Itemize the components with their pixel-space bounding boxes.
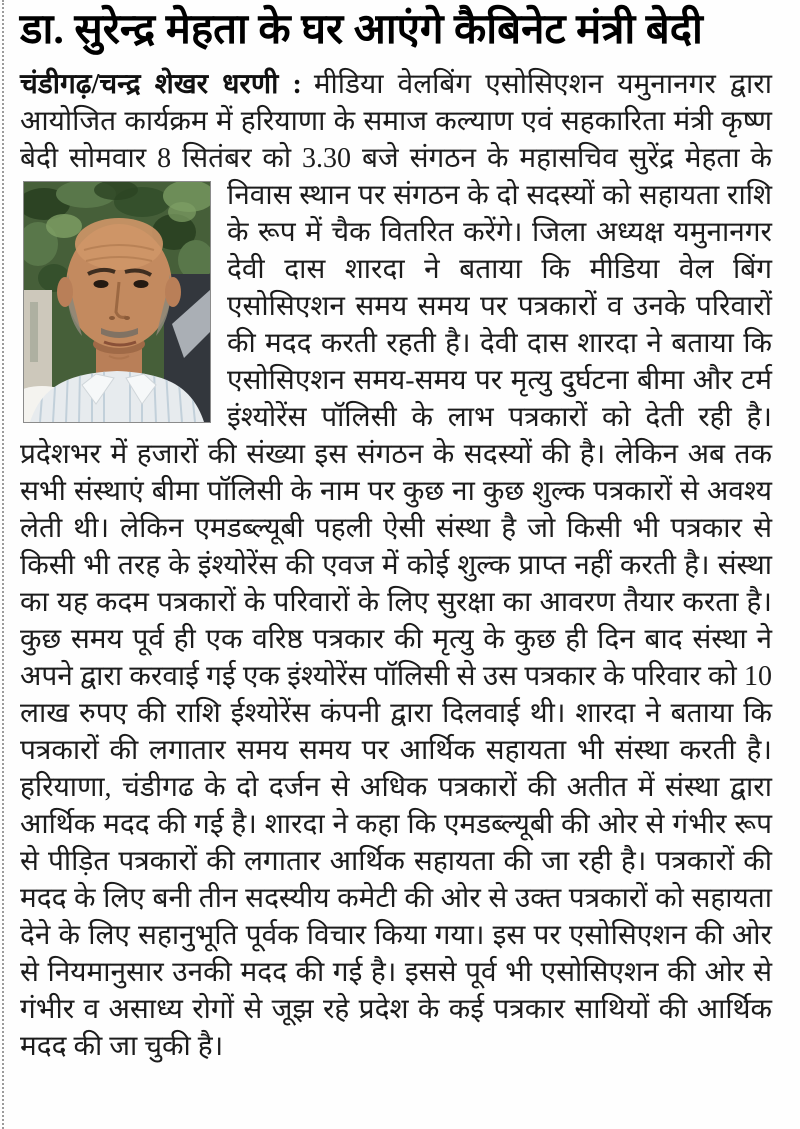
article-main-text: निवास स्थान पर संगठन के दो सदस्यों को सहायता राशि के रूप में चैक वितरित करेंगे। जिला अध्यक्ष यमुनानगर देवी दास शारदा ने बताया कि मीडिया वेल बिंग एसोसिएशन समय समय पर पत्रकारों व उनके परिवारों की मदद करती रहती है। देवी दास शारदा ने बताया कि एसोसिएशन समय-समय पर मृत्यु दुर्घटना बीमा और टर्म इंश्योरेंस पॉलिसी के लाभ पत्रकारों को देती रही है। प्रदेशभर में हजारों की संख्या इस संगठन के सदस्यों की है। लेकिन अब तक सभी संस्थाएं बीमा पॉलिसी के नाम पर कुछ ना कुछ शुल्क पत्रकारों से अवश्य लेती थी। लेकिन एमडब्ल्यूबी पहली ऐसी संस्था है जो किसी भी पत्रकार से किसी भी तरह के इंश्योरेंस की एवज में कोई शुल्क प्राप्त नहीं करती है। संस्था का यह कदम पत्रकारों के परिवारों के लिए सुरक्षा का आवरण तैयार करता है। कुछ समय पूर्व ही एक वरिष्ठ पत्रकार की मृत्यु के कुछ ही दिन बाद संस्था ने अपने द्वारा करवाई गई एक इंश्योरेंस पॉलिसी से उस पत्रकार के परिवार को 10 लाख रुपए की राशि ईश्योरेंस कंपनी द्वारा दिलवाई थी। शारदा ने बताया कि पत्रकारों की लगातार समय समय पर आर्थिक सहायता भी संस्था करती है। हरियाणा, चंडीगढ के दो दर्जन से अधिक पत्रकारों की अतीत में संस्था द्वारा आर्थिक मदद की गई है। शारदा ने कहा कि एमडब्ल्यूबी की ओर से गंभीर रूप से पीड़ित पत्रकारों की लगातार आर्थिक सहायता की जा रही है। पत्रकारों की मदद के लिए बनी तीन सदस्यीय कमेटी की ओर से उक्त पत्रकारों को सहायता देने के लिए सहानुभूति पूर्वक विचार किया गया। इस पर एसोसिएशन की ओर से नियमानुसार उनकी मदद की गई है। इससे पूर्व भी एसोसिएशन की ओर से गंभीर व असाध्य रोगों से जूझ रहे प्रदेश के कई पत्रकार साथियों की आर्थिक मदद की जा चुकी है। <box>20 179 772 1062</box>
article-intro-paragraph <box>20 66 772 177</box>
portrait-photo-graphic <box>24 182 210 422</box>
portrait-photo <box>23 181 211 423</box>
headline: डा. सुरेन्द्र मेहता के घर आएंगे कैबिनेट मंत्री बेदी <box>20 7 703 53</box>
article-main-paragraph <box>20 177 772 1065</box>
byline: चंडीगढ़/चन्द्र शेखर धरणी : <box>20 68 302 100</box>
column-rule <box>2 0 4 1129</box>
article-intro-text: मीडिया वेलबिंग एसोसिएशन यमुनानगर द्वारा आयोजित कार्यक्रम में हरियाणा के समाज कल्याण एवं सहकारिता मंत्री कृष्ण बेदी सोमवार 8 सितंबर को 3.30 बजे संगठन के महासचिव सुरेंद्र मेहता के <box>20 68 772 174</box>
